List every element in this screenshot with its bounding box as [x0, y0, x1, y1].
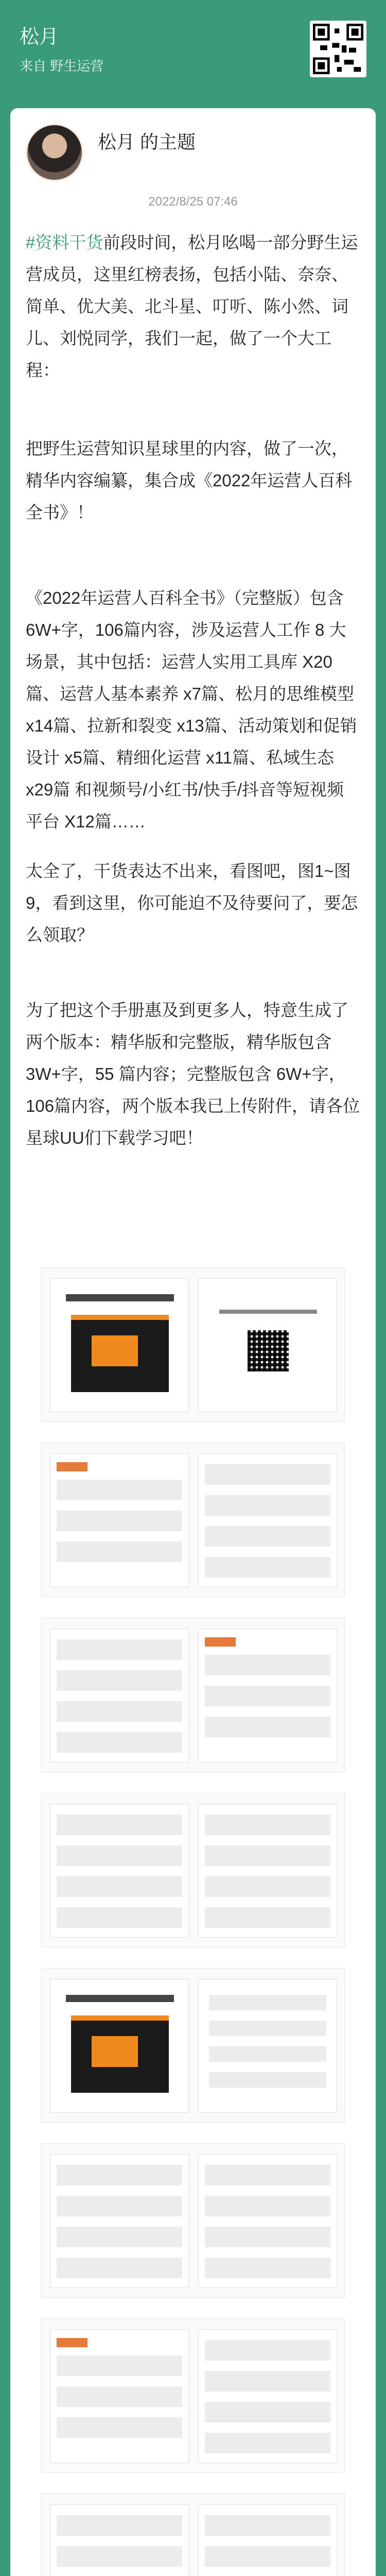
gallery-image-7[interactable]: [41, 2318, 345, 2473]
qr-code-icon: [313, 24, 363, 74]
post-paragraph-2: 把野生运营知识星球里的内容，做了一次，精华内容编纂，集合成《2022年运营人百科全书》！: [26, 439, 353, 522]
gallery-image-6[interactable]: [41, 2143, 345, 2298]
gallery-image-2[interactable]: [41, 1443, 345, 1597]
author-name: 松月 的主题: [98, 131, 196, 152]
post-date: 2022/8/25 07:46: [148, 195, 238, 209]
gallery-image-3[interactable]: [41, 1618, 345, 1772]
toc-page-image: [198, 1979, 337, 2113]
post-paragraph-5: 为了把这个手册惠及到更多人，特意生成了两个版本：精华版和完整版，精华版包含 3W+字，55 篇内容；完整版包含 6W+字，106篇内容，两个版本我已上传附件，请各位星球UU们下载学习吧！: [26, 1001, 360, 1147]
gallery-image-8[interactable]: [41, 2494, 345, 2576]
paragraph-1-text: 前段时间，松月吆喝一部分野生运营成员，这里红榜表扬，包括小陆、奈奈、简单、优大美、北斗星、叮听、陈小然、词儿、刘悦同学，我们一起，做了一个大工程：: [26, 233, 358, 380]
top-header: [0, 0, 386, 98]
post-paragraph-3: 《2022年运营人百科全书》（完整版）包含 6W+字，106篇内容，涉及运营人工作 8 大场景，其中包括：运营人实用工具库 X20篇、运营人基本素养 x7篇、松月的思维模型 x14篇、拉新和裂变 x13篇、活动策划和促销设计 x5篇、精细化运营 x11篇、私域生态 x29篇 和视频号/小红书/快手/抖音等短视频平台 X12篇……: [26, 588, 357, 831]
post-card: [10, 108, 376, 2576]
topic-tag[interactable]: 资料干货: [35, 233, 103, 252]
author-row: [26, 124, 360, 185]
gallery-image-5[interactable]: [41, 1968, 345, 2123]
post-paragraph-4: 太全了，干货表达不出来，看图吧，图1~图9，看到这里，你可能迫不及待要问了，要怎么领取？: [26, 861, 358, 944]
book-cover-image: [50, 1278, 189, 1412]
header-title: 松月: [20, 26, 59, 48]
header-qr-code-icon[interactable]: [310, 21, 366, 77]
avatar[interactable]: [26, 124, 83, 181]
book-cover-image-2: [50, 1979, 189, 2113]
header-subtitle: 来自 野生运营: [20, 58, 104, 74]
hashtag-icon: #: [26, 233, 36, 252]
gallery-image-1[interactable]: [41, 1267, 345, 1422]
qr-page-image: [198, 1278, 337, 1412]
post-paragraph-1: [26, 227, 360, 386]
gallery-image-4[interactable]: [41, 1793, 345, 1947]
